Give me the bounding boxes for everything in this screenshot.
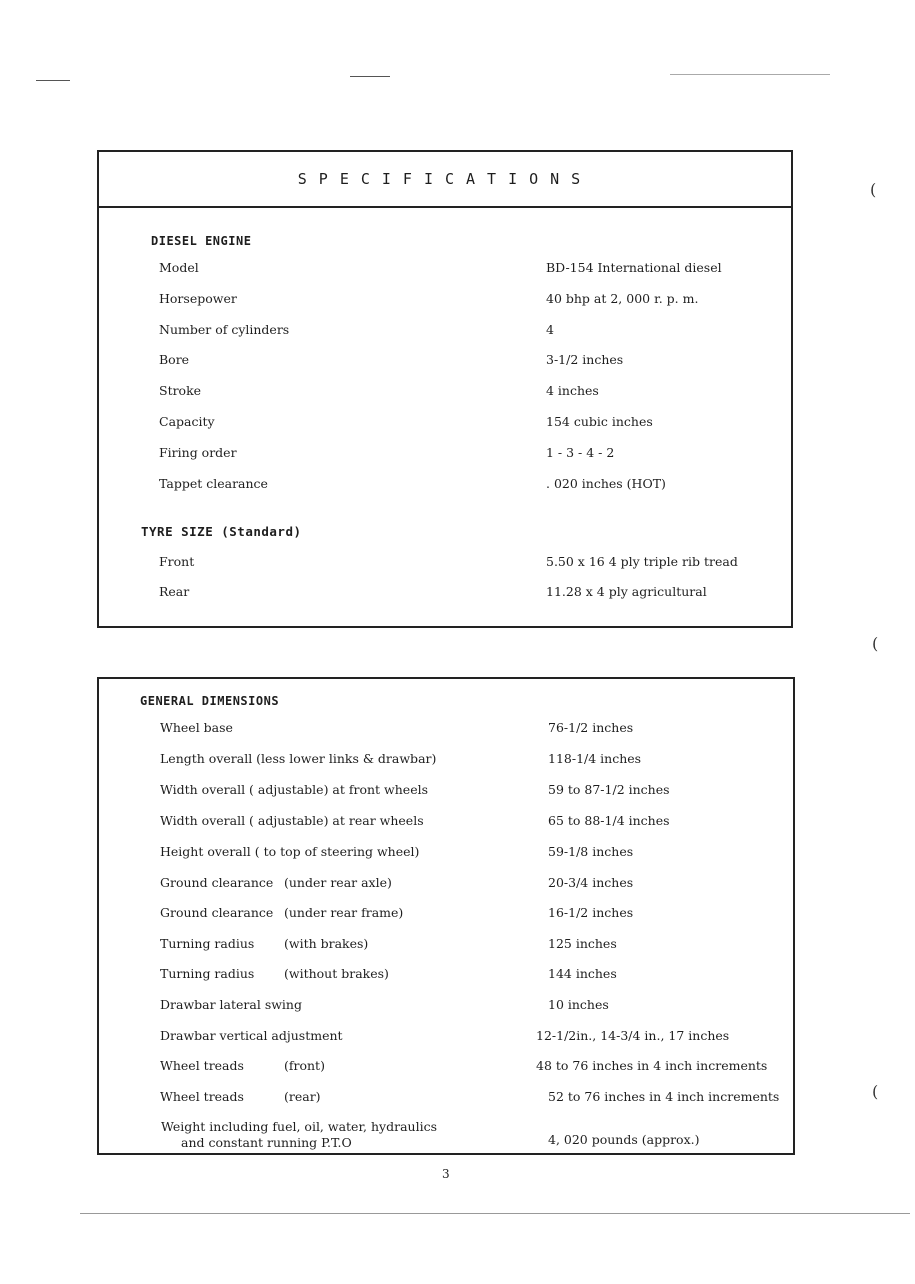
dimension-label: Drawbar vertical adjustment — [160, 1028, 343, 1043]
spec-row — [99, 476, 791, 494]
spec-label: Number of cylinders — [159, 322, 290, 337]
spec-value: 5.50 x 16 4 ply triple rib tread — [546, 554, 738, 569]
tyre-size-heading: TYRE SIZE (Standard) — [141, 524, 302, 539]
dimension-value: 144 inches — [548, 966, 617, 981]
dimension-value: 76-1/2 inches — [548, 720, 634, 735]
dimension-label: Height overall ( to top of steering wheel) — [160, 844, 420, 859]
spec-value: 1 - 3 - 4 - 2 — [546, 445, 615, 460]
dimension-row — [99, 844, 793, 862]
dimension-value: 59-1/8 inches — [548, 844, 634, 859]
dimension-value: 118-1/4 inches — [548, 751, 642, 766]
spec-row — [99, 260, 791, 278]
weight-label-line2: and constant running P.T.O — [181, 1135, 352, 1150]
dimension-label: Length overall (less lower links & drawbar) — [160, 751, 437, 766]
spec-row — [99, 414, 791, 432]
spec-row — [99, 291, 791, 309]
page-number: 3 — [442, 1167, 450, 1181]
dimension-row — [99, 782, 793, 800]
spec-label: Front — [159, 554, 195, 569]
dimension-qualifier: (front) — [284, 1058, 325, 1073]
dimension-label: Turning radius — [160, 936, 255, 951]
spec-label: Horsepower — [159, 291, 237, 306]
dimension-row — [99, 1089, 793, 1107]
scan-artifact — [670, 74, 830, 75]
spec-row — [99, 383, 791, 401]
scan-artifact — [80, 1213, 910, 1214]
dimension-row — [99, 875, 793, 893]
spec-label: Firing order — [159, 445, 237, 460]
spec-value: . 020 inches (HOT) — [546, 476, 666, 491]
dimension-qualifier: (under rear axle) — [284, 875, 392, 890]
dimension-value: 65 to 88-1/4 inches — [548, 813, 670, 828]
spec-row — [99, 445, 791, 463]
dimension-row — [99, 1028, 793, 1046]
specifications-panel — [97, 150, 793, 628]
weight-value: 4, 020 pounds (approx.) — [548, 1132, 700, 1147]
dimension-qualifier: (rear) — [284, 1089, 321, 1104]
dimension-value: 16-1/2 inches — [548, 905, 634, 920]
spec-value: 3-1/2 inches — [546, 352, 624, 367]
scan-artifact — [350, 76, 390, 77]
scan-artifact: ( — [870, 180, 877, 199]
dimension-qualifier: (under rear frame) — [284, 905, 404, 920]
title-bar — [99, 152, 791, 208]
dimension-value: 48 to 76 inches in 4 inch increments — [536, 1058, 768, 1073]
dimension-value: 20-3/4 inches — [548, 875, 634, 890]
dimension-value: 10 inches — [548, 997, 609, 1012]
dimension-row — [99, 751, 793, 769]
spec-label: Capacity — [159, 414, 215, 429]
dimension-row — [99, 720, 793, 738]
spec-value: 154 cubic inches — [546, 414, 653, 429]
spec-row — [99, 322, 791, 340]
dimension-row — [99, 997, 793, 1015]
spec-row — [99, 584, 791, 602]
dimension-value: 12-1/2in., 14-3/4 in., 17 inches — [536, 1028, 730, 1043]
dimension-label: Width overall ( adjustable) at front wheels — [160, 782, 429, 797]
dimension-row — [99, 966, 793, 984]
spec-label: Stroke — [159, 383, 202, 398]
dimension-label: Turning radius — [160, 966, 255, 981]
spec-label: Rear — [159, 584, 190, 599]
spec-row — [99, 352, 791, 370]
dimension-label: Wheel treads — [160, 1089, 244, 1104]
dimension-label: Wheel treads — [160, 1058, 244, 1073]
dimension-row — [99, 813, 793, 831]
spec-label: Tappet clearance — [159, 476, 268, 491]
diesel-engine-heading: DIESEL ENGINE — [151, 234, 252, 248]
scan-artifact: ( — [872, 634, 879, 653]
dimension-row — [99, 936, 793, 954]
weight-label-line1: Weight including fuel, oil, water, hydraulics — [161, 1119, 438, 1134]
dimension-label: Ground clearance — [160, 875, 274, 890]
dimension-qualifier: (with brakes) — [284, 936, 369, 951]
scan-artifact — [36, 80, 70, 81]
dimension-value: 125 inches — [548, 936, 617, 951]
spec-row — [99, 554, 791, 572]
spec-value: BD-154 International diesel — [546, 260, 722, 275]
spec-value: 11.28 x 4 ply agricultural — [546, 584, 707, 599]
spec-label: Model — [159, 260, 199, 275]
dimension-label: Ground clearance — [160, 905, 274, 920]
dimension-row — [99, 1058, 793, 1076]
page-title: SPECIFICATIONS — [297, 170, 593, 188]
spec-value: 4 inches — [546, 383, 599, 398]
dimension-row — [99, 905, 793, 923]
dimension-label: Width overall ( adjustable) at rear wheels — [160, 813, 424, 828]
scan-artifact: ( — [872, 1082, 879, 1101]
general-dimensions-panel — [97, 677, 795, 1155]
dimension-label: Drawbar lateral swing — [160, 997, 302, 1012]
general-dimensions-heading: GENERAL DIMENSIONS — [140, 694, 280, 708]
weight-row — [99, 1119, 793, 1153]
dimension-value: 59 to 87-1/2 inches — [548, 782, 670, 797]
dimension-label: Wheel base — [160, 720, 233, 735]
spec-value: 4 — [546, 322, 554, 337]
dimension-qualifier: (without brakes) — [284, 966, 389, 981]
spec-value: 40 bhp at 2, 000 r. p. m. — [546, 291, 699, 306]
spec-label: Bore — [159, 352, 190, 367]
dimension-value: 52 to 76 inches in 4 inch increments — [548, 1089, 780, 1104]
